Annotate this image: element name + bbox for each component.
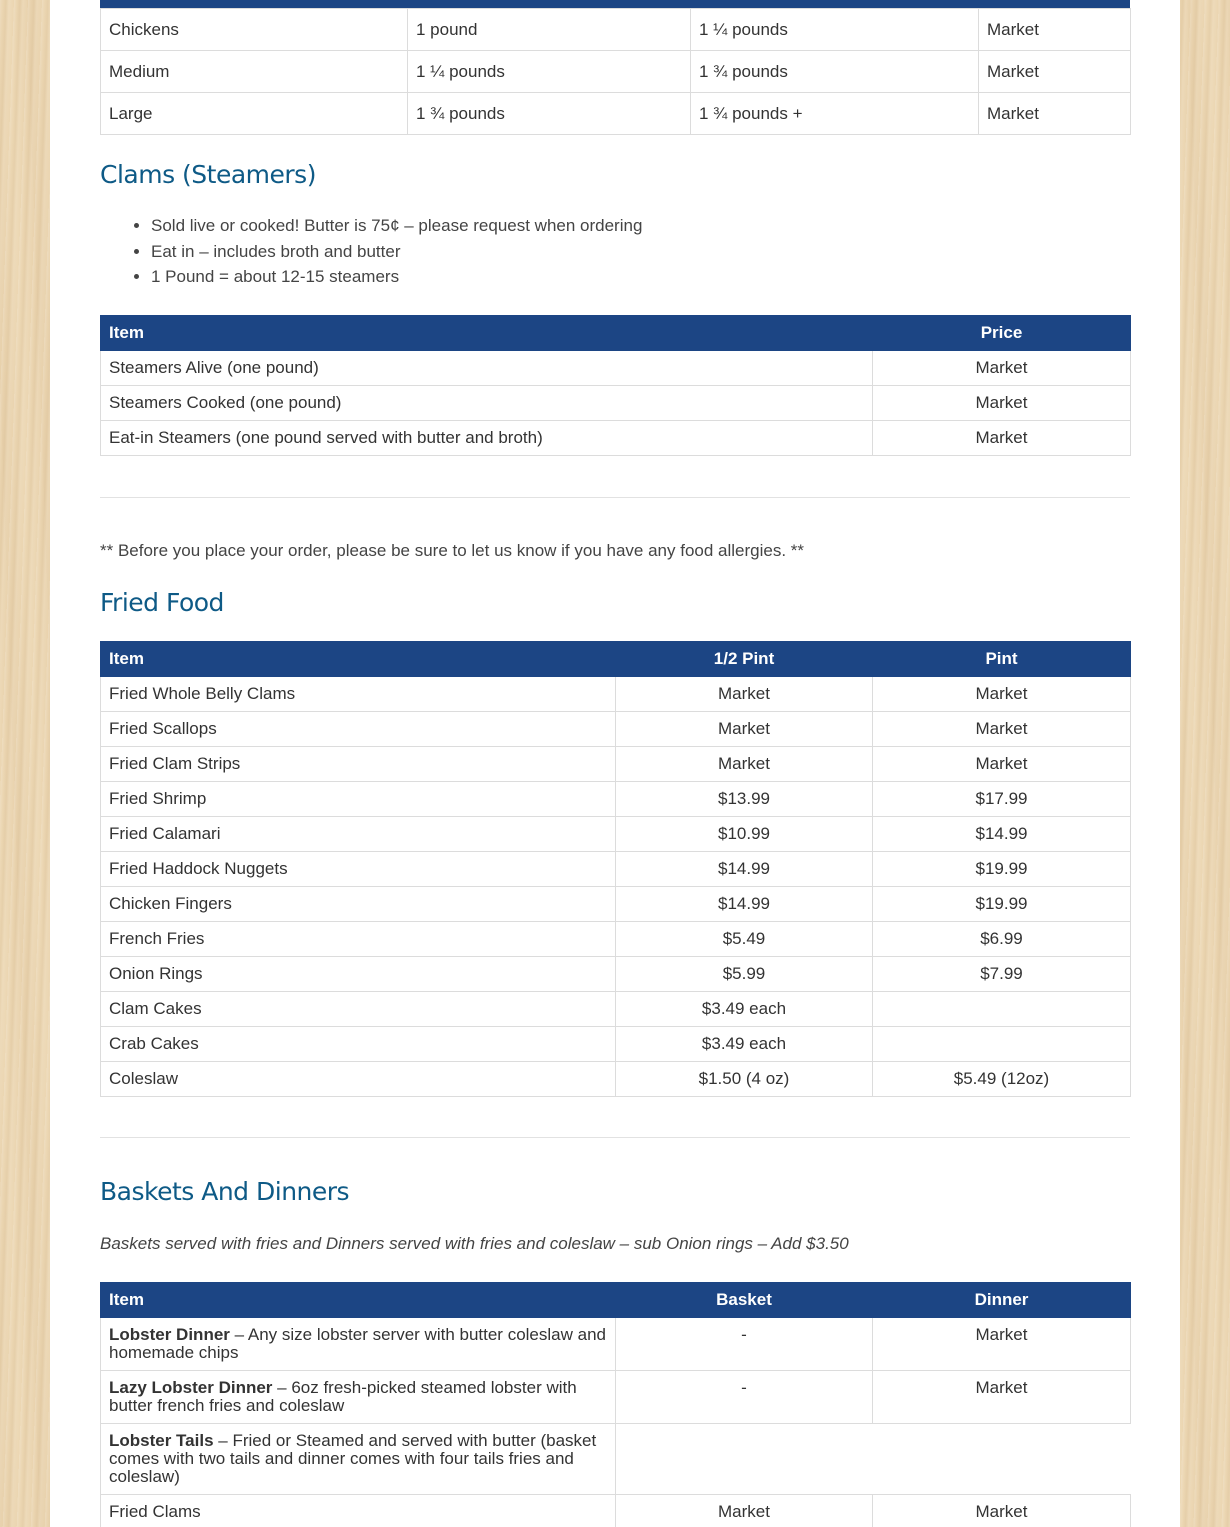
item-name: Steamers Alive (one pound) bbox=[101, 351, 873, 386]
table-row bbox=[101, 1027, 1131, 1062]
pint-price: Market bbox=[873, 677, 1131, 712]
table-cell: 1 ¼ pounds bbox=[408, 51, 691, 93]
half-pint-price: Market bbox=[616, 712, 873, 747]
table-row bbox=[101, 852, 1131, 887]
item-name: Lobster Tails bbox=[109, 1431, 214, 1450]
half-pint-price: $1.50 (4 oz) bbox=[616, 1062, 873, 1097]
table-cell: Chickens bbox=[101, 9, 408, 51]
baskets-note: Baskets served with fries and Dinners served with fries and coleslaw – sub Onion rings – Add $3.50 bbox=[100, 1234, 849, 1253]
clams-heading: Clams (Steamers) bbox=[100, 160, 316, 189]
column-header-item: Item bbox=[101, 642, 616, 677]
section-divider bbox=[100, 1137, 1130, 1138]
item-name: Coleslaw bbox=[101, 1062, 616, 1097]
table-cell: Market bbox=[979, 9, 1131, 51]
table-cell: 1 pound bbox=[408, 9, 691, 51]
item-name: Steamers Cooked (one pound) bbox=[101, 386, 873, 421]
list-item: • Eat in – includes broth and butter bbox=[151, 239, 1180, 265]
fried-food-table-wrap bbox=[100, 641, 1130, 1097]
pint-price: $6.99 bbox=[873, 922, 1131, 957]
half-pint-price: $10.99 bbox=[616, 817, 873, 852]
table-row bbox=[101, 817, 1131, 852]
table-row bbox=[101, 1495, 1131, 1527]
table-row bbox=[101, 1318, 1131, 1371]
lobster-size-table-header-edge bbox=[100, 0, 1130, 8]
column-header-basket: Basket bbox=[616, 1283, 873, 1318]
half-pint-price: $5.99 bbox=[616, 957, 873, 992]
empty-price-cell bbox=[616, 1424, 1131, 1495]
table-cell: Market bbox=[979, 51, 1131, 93]
clams-table-wrap bbox=[100, 315, 1130, 456]
pint-price: $17.99 bbox=[873, 782, 1131, 817]
item-price: Market bbox=[873, 421, 1131, 456]
half-pint-price: $13.99 bbox=[616, 782, 873, 817]
column-header-half-pint: 1/2 Pint bbox=[616, 642, 873, 677]
table-cell: 1 ¾ pounds + bbox=[691, 93, 979, 135]
clams-table bbox=[100, 315, 1131, 456]
table-row bbox=[101, 93, 1131, 135]
pint-price: $19.99 bbox=[873, 852, 1131, 887]
item-name: French Fries bbox=[101, 922, 616, 957]
table-row bbox=[101, 1371, 1131, 1424]
table-cell: 1 ¾ pounds bbox=[408, 93, 691, 135]
table-row bbox=[101, 747, 1131, 782]
item-price: Market bbox=[873, 386, 1131, 421]
basket-price: - bbox=[616, 1318, 873, 1371]
table-row bbox=[101, 9, 1131, 51]
lobster-size-table bbox=[100, 8, 1131, 135]
table-row bbox=[101, 712, 1131, 747]
item-description: Fried Clams bbox=[101, 1495, 616, 1527]
table-row bbox=[101, 992, 1131, 1027]
fried-food-heading: Fried Food bbox=[100, 588, 224, 617]
pint-price: Market bbox=[873, 747, 1131, 782]
item-detail: – Any size lobster server with butter coleslaw and homemade chips bbox=[109, 1325, 606, 1362]
item-name: Onion Rings bbox=[101, 957, 616, 992]
list-item: • 1 Pound = about 12-15 steamers bbox=[151, 264, 1180, 290]
menu-content bbox=[50, 0, 1180, 1527]
pint-price: Market bbox=[873, 712, 1131, 747]
half-pint-price: $3.49 each bbox=[616, 992, 873, 1027]
half-pint-price: $3.49 each bbox=[616, 1027, 873, 1062]
column-header-dinner: Dinner bbox=[873, 1283, 1131, 1318]
table-cell: 1 ¼ pounds bbox=[691, 9, 979, 51]
item-name: Lobster Dinner bbox=[109, 1325, 230, 1344]
item-name: Fried Calamari bbox=[101, 817, 616, 852]
pint-price bbox=[873, 1027, 1131, 1062]
pint-price: $7.99 bbox=[873, 957, 1131, 992]
pint-price: $5.49 (12oz) bbox=[873, 1062, 1131, 1097]
column-header-price: Price bbox=[873, 316, 1131, 351]
basket-price: Market bbox=[616, 1495, 873, 1527]
half-pint-price: $5.49 bbox=[616, 922, 873, 957]
item-name: Fried Shrimp bbox=[101, 782, 616, 817]
table-cell: Medium bbox=[101, 51, 408, 93]
item-description bbox=[101, 1318, 616, 1371]
table-row bbox=[101, 351, 1131, 386]
column-header-item: Item bbox=[101, 316, 873, 351]
item-name: Lazy Lobster Dinner bbox=[109, 1378, 273, 1397]
half-pint-price: $14.99 bbox=[616, 852, 873, 887]
column-header-pint: Pint bbox=[873, 642, 1131, 677]
table-row bbox=[101, 386, 1131, 421]
dinner-price: Market bbox=[873, 1318, 1131, 1371]
item-detail: – Fried or Steamed and served with butter (basket comes with two tails and dinner comes with four tails fries and coleslaw) bbox=[109, 1431, 597, 1486]
table-cell: Market bbox=[979, 93, 1131, 135]
half-pint-price: Market bbox=[616, 677, 873, 712]
item-name: Chicken Fingers bbox=[101, 887, 616, 922]
item-name: Crab Cakes bbox=[101, 1027, 616, 1062]
table-row bbox=[101, 782, 1131, 817]
item-description bbox=[101, 1424, 616, 1495]
table-row bbox=[101, 887, 1131, 922]
table-row bbox=[101, 421, 1131, 456]
baskets-table-wrap bbox=[100, 1282, 1130, 1527]
column-header-item: Item bbox=[101, 1283, 616, 1318]
pint-price: $14.99 bbox=[873, 817, 1131, 852]
half-pint-price: $14.99 bbox=[616, 887, 873, 922]
baskets-table bbox=[100, 1282, 1131, 1527]
list-item: • Sold live or cooked! Butter is 75¢ – please request when ordering bbox=[151, 213, 1180, 239]
item-description bbox=[101, 1371, 616, 1424]
pint-price bbox=[873, 992, 1131, 1027]
item-detail: – 6oz fresh-picked steamed lobster with butter french fries and coleslaw bbox=[109, 1378, 577, 1415]
item-name: Fried Scallops bbox=[101, 712, 616, 747]
item-name: Fried Whole Belly Clams bbox=[101, 677, 616, 712]
half-pint-price: Market bbox=[616, 747, 873, 782]
table-cell: Large bbox=[101, 93, 408, 135]
item-price: Market bbox=[873, 351, 1131, 386]
basket-price: - bbox=[616, 1371, 873, 1424]
item-name: Eat-in Steamers (one pound served with butter and broth) bbox=[101, 421, 873, 456]
baskets-heading: Baskets And Dinners bbox=[100, 1177, 350, 1206]
dinner-price: Market bbox=[873, 1495, 1131, 1527]
table-row bbox=[101, 1424, 1131, 1495]
lobster-size-table-wrap bbox=[100, 0, 1130, 135]
table-row bbox=[101, 677, 1131, 712]
fried-food-table bbox=[100, 641, 1131, 1097]
item-name: Fried Haddock Nuggets bbox=[101, 852, 616, 887]
dinner-price: Market bbox=[873, 1371, 1131, 1424]
allergy-note: ** Before you place your order, please be sure to let us know if you have any food allergies. ** bbox=[100, 541, 805, 560]
table-row bbox=[101, 1062, 1131, 1097]
table-cell: 1 ¾ pounds bbox=[691, 51, 979, 93]
pint-price: $19.99 bbox=[873, 887, 1131, 922]
section-divider bbox=[100, 497, 1130, 498]
item-name: Clam Cakes bbox=[101, 992, 616, 1027]
table-row bbox=[101, 957, 1131, 992]
item-name: Fried Clam Strips bbox=[101, 747, 616, 782]
table-row bbox=[101, 51, 1131, 93]
table-row bbox=[101, 922, 1131, 957]
clams-bullet-list bbox=[100, 213, 1180, 290]
